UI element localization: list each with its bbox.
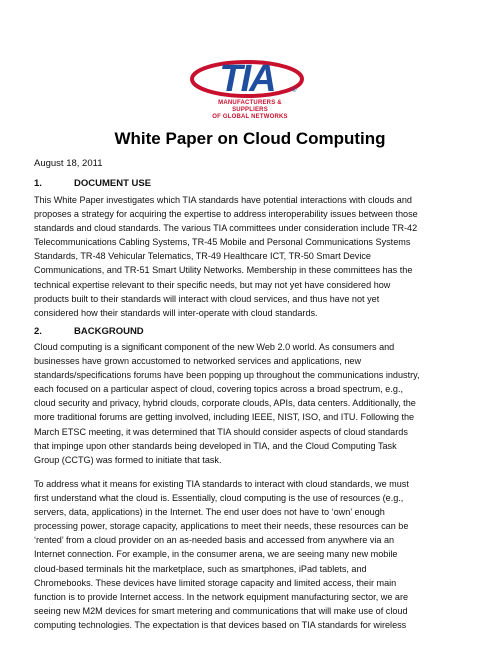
section-heading-background	[34, 326, 144, 337]
text-line: technical expertise relevant to their specific needs, but may not yet have considered how	[34, 279, 391, 290]
document-title: White Paper on Cloud Computing	[114, 129, 386, 148]
tagline-line-1: MANUFACTURERS & SUPPLIERS	[218, 100, 282, 113]
text-line: products built to their standards will interact with cloud services, and thus have not yet	[34, 293, 380, 304]
section-heading-document-use	[34, 178, 151, 189]
text-line: Telecommunications Cabling Systems, TR-45 Mobile and Personal Communications Systems	[34, 237, 411, 248]
text-line: function is to provide Internet access. In the network equipment manufacturing sector, we are	[34, 591, 409, 602]
text-line: processing power, storage capacity, applications to meet their needs, these resources can be	[34, 521, 409, 532]
text-line: considered how their standards will inter-operate with cloud standards.	[34, 307, 318, 318]
text-line: Standards, TR-48 Vehicular Telematics, TR-49 Healthcare ICT, TR-50 Smart Device	[34, 251, 371, 262]
text-line: Group (CCTG) was formed to initiate that task.	[34, 454, 222, 465]
text-line: computing technologies. The expectation is that devices based on TIA standards for wireless	[34, 619, 407, 630]
text-line: more traditional forums are getting involved, including IEEE, NIST, ISO, and ITU. Following the	[34, 412, 415, 423]
text-line: This White Paper investigates which TIA standards have potential interactions with clouds and	[34, 195, 412, 205]
text-line: standards/specifications forums have been popping up throughout the communications industry,	[34, 370, 420, 381]
text-line: Chromebooks. These devices have limited storage capacity and limited access, their main	[34, 577, 397, 588]
text-line: Internet connection. For example, in the consumer arena, we are seeing many new mobile	[34, 549, 398, 560]
text-line: cloud security and privacy, hybrid clouds, corporate clouds, APIs, data centers. Additionally, the	[34, 398, 416, 409]
text-line: March ETSC meeting, it was determined that TIA should consider aspects of cloud standards	[34, 426, 408, 437]
tia-logo-graphic	[188, 58, 306, 102]
text-line: businesses have grown accustomed to networked services and applications, new	[34, 356, 362, 367]
logo-text: TIA	[219, 58, 275, 100]
section-number: 2.	[34, 326, 42, 337]
text-line: each focused on a particular aspect of cloud, covering topics across a broad spectrum, e.g.,	[34, 384, 404, 395]
text-line: that impinge upon other standards being developed in TIA, and the Cloud Computing Task	[34, 440, 397, 451]
section-title: DOCUMENT USE	[74, 178, 152, 189]
text-line: cloud-based terminals hit the marketplace, such as smartphones, iPad tablets, and	[34, 563, 367, 574]
text-line: Communications, and TR-51 Smart Utility Networks. Membership in these committees has the	[34, 265, 413, 276]
text-line: seeing new M2M devices for smart metering and communications that will make use of cloud	[34, 605, 408, 616]
paragraph-document-use	[34, 193, 474, 320]
text-line: ‘rented’ from a cloud provider on an as-needed basis and accessed from anywhere via an	[34, 535, 395, 546]
text-line: To address what it means for existing TIA standards to interact with cloud standards, we must	[34, 479, 409, 489]
tagline-line-2: OF GLOBAL NETWORKS	[212, 114, 288, 120]
document-date: August 18, 2011	[34, 158, 103, 169]
section-title: BACKGROUND	[74, 326, 144, 337]
logo-tagline	[200, 100, 300, 121]
registered-mark: ®	[292, 88, 297, 94]
text-line: standards and cloud standards. The various TIA committees under consideration include TR-42	[34, 223, 418, 234]
text-line: Cloud computing is a significant component of the new Web 2.0 world. As consumers and	[34, 342, 395, 352]
paragraph-background-1	[34, 340, 474, 467]
text-line: first understand what the cloud is. Essentially, cloud computing is the use of resources (e.g.,	[34, 493, 404, 504]
section-number: 1.	[34, 178, 42, 189]
text-line: servers, data, applications) in the Internet. The end user does not have to ‘own’ enough	[34, 507, 385, 518]
paragraph-background-2	[34, 477, 474, 632]
text-line: proposes a strategy for acquiring the expertise to address interoperability issues between those	[34, 209, 418, 220]
